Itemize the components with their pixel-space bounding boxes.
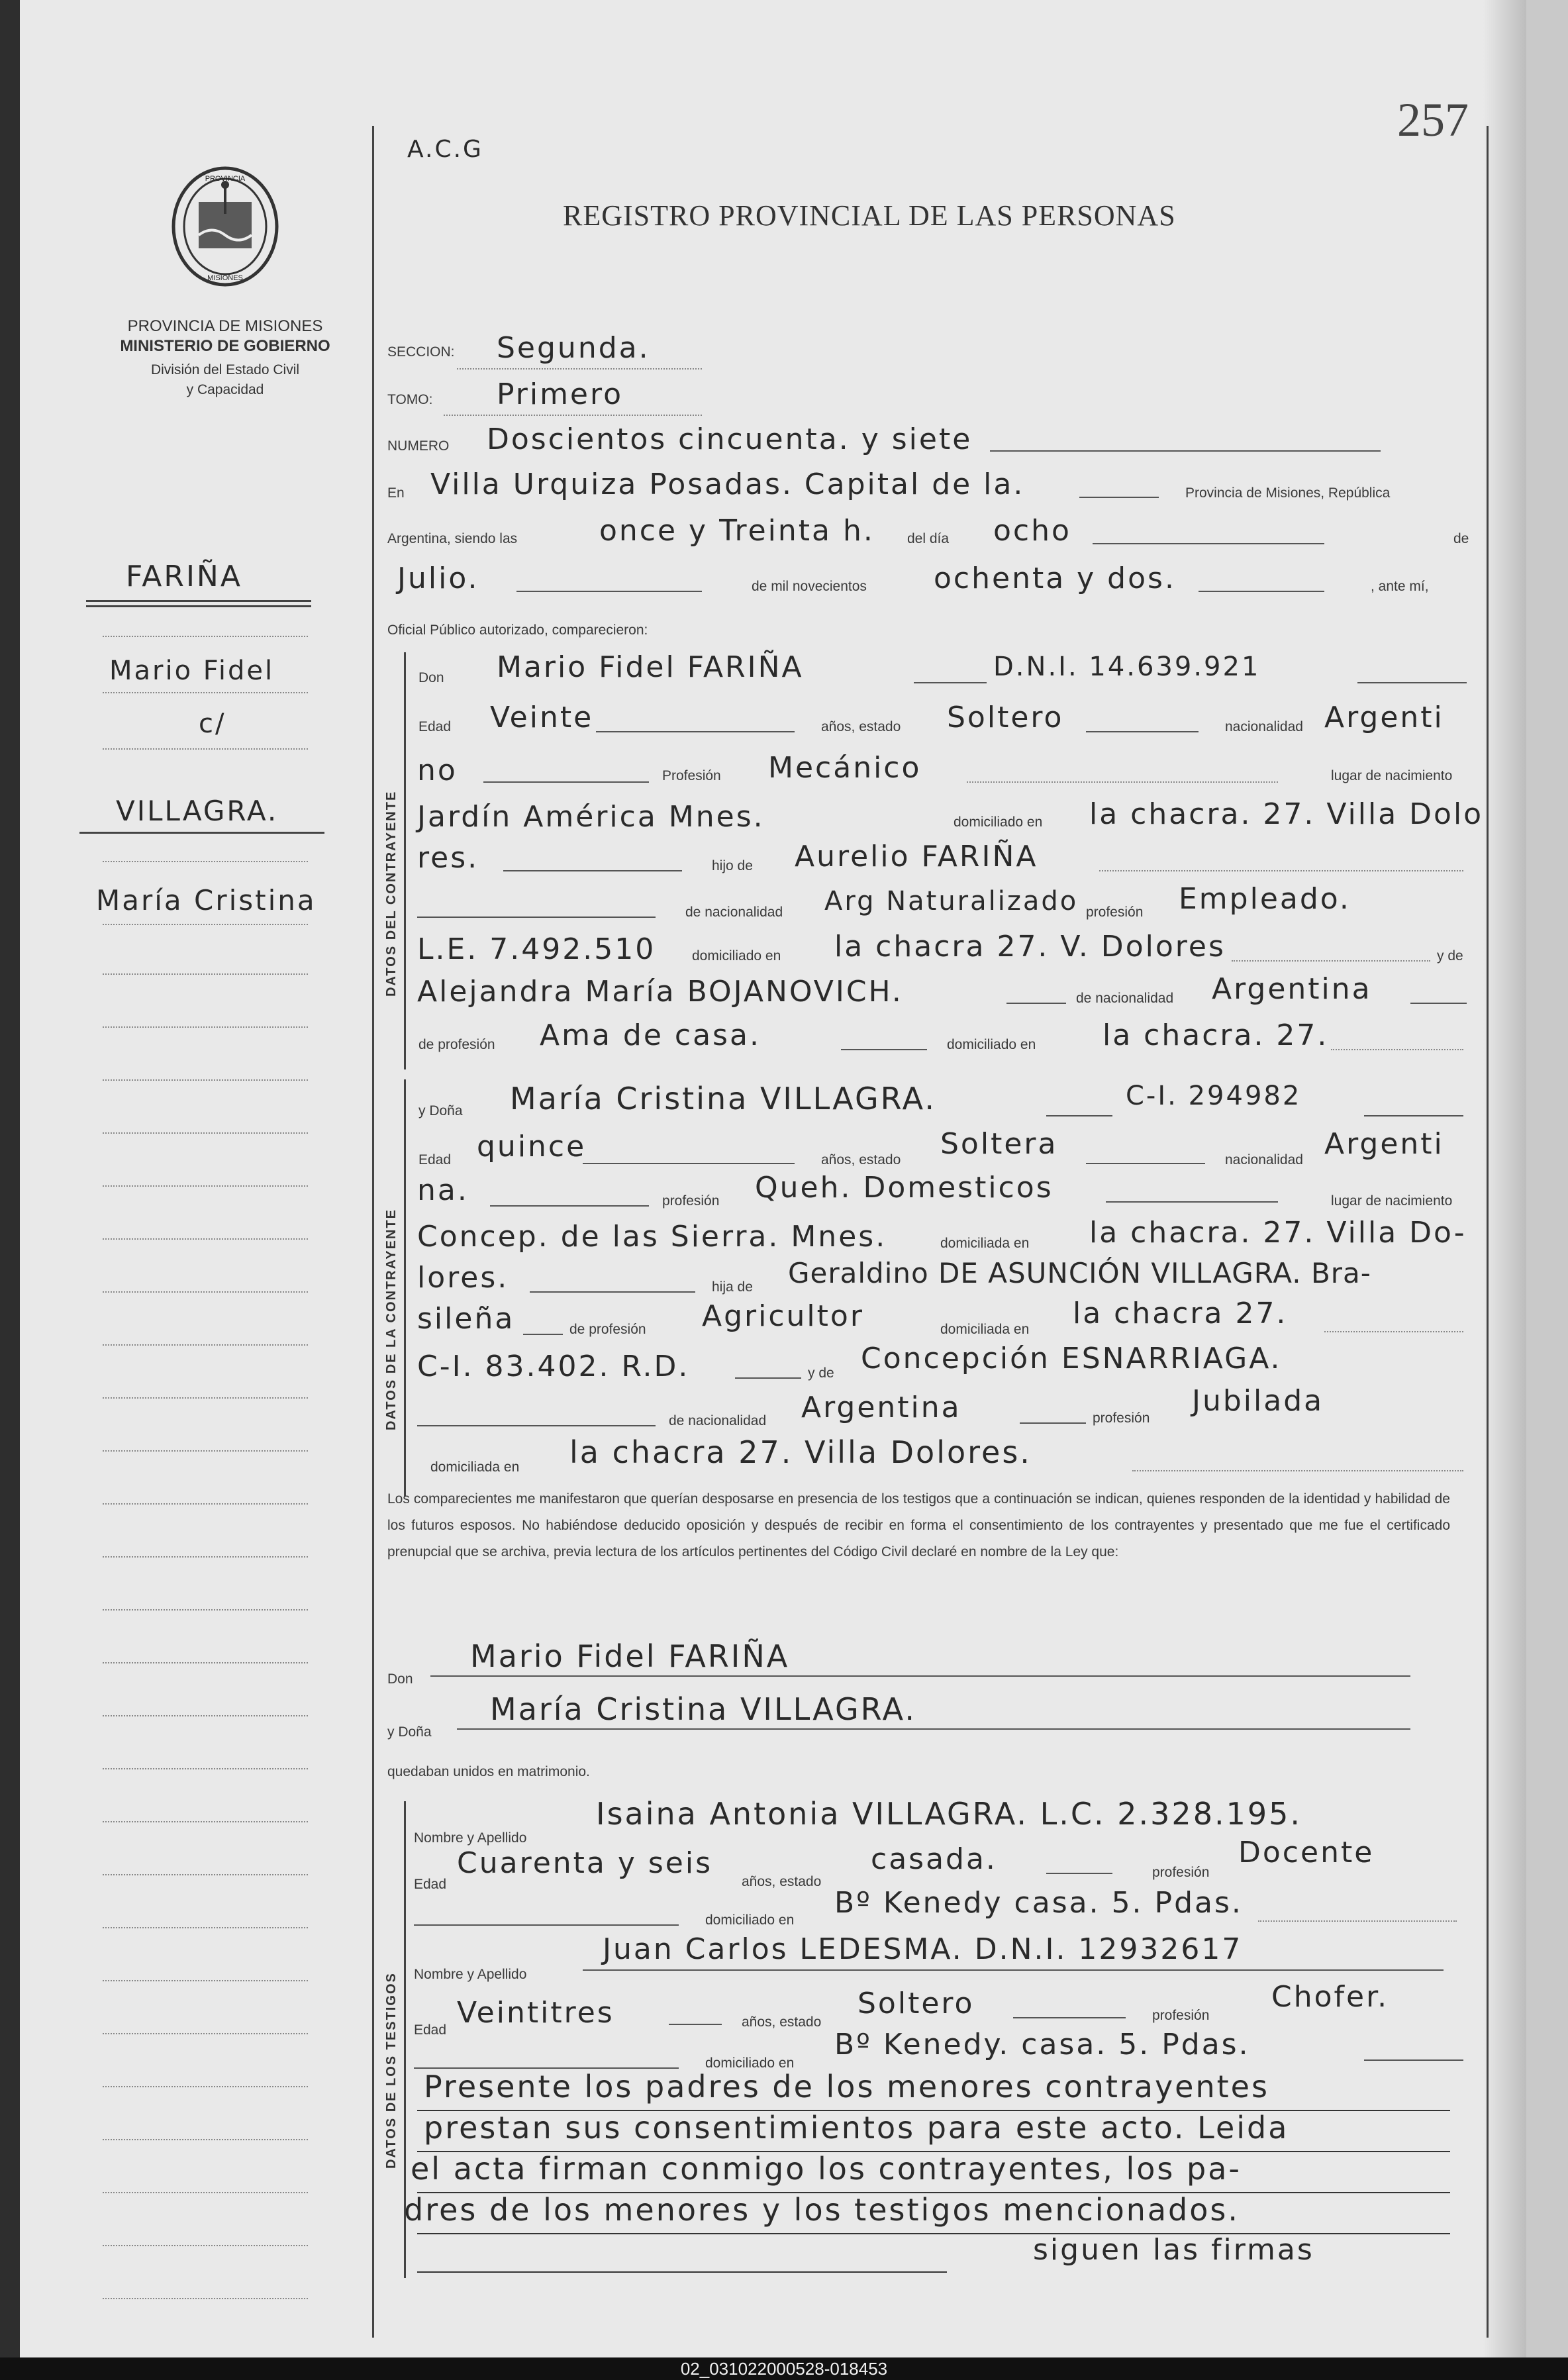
groom-lugar: Jardín América Mnes. <box>417 800 765 834</box>
de-mil-label: de mil novecientos <box>752 579 867 594</box>
witness-section-label: DATOS DE LOS TESTIGOS <box>384 1972 399 2169</box>
w1-name-label: Nombre y Apellido <box>414 1830 527 1846</box>
w1-edad-label: Edad <box>414 1877 447 1892</box>
scan-footer-id: 02_031022000528-018453 <box>0 2357 1568 2380</box>
province-name: PROVINCIA DE MISIONES <box>127 317 323 335</box>
bride-estado: Soltera <box>940 1127 1058 1161</box>
groom-father-nac: Arg Naturalizado <box>824 886 1079 917</box>
bride-mother-dom-label: domiciliada en <box>430 1460 520 1475</box>
bride-edad-label: Edad <box>418 1152 452 1167</box>
groom-mother-nac-label: de nacionalidad <box>1076 991 1174 1006</box>
groom-section-rule <box>404 652 406 1069</box>
quedaban-label: quedaban unidos en matrimonio. <box>387 1764 590 1779</box>
bride-father-dom: la chacra 27. <box>1073 1297 1288 1330</box>
decl-dona-label: y Doña <box>387 1724 432 1740</box>
clerk-initials: A.C.G <box>407 136 483 163</box>
w2-prof-label: profesión <box>1152 2008 1210 2023</box>
ante-mi-label: , ante mí, <box>1371 579 1429 594</box>
groom-hijo-label: hijo de <box>712 858 753 873</box>
bride-mother: Concepción ESNARRIAGA. <box>861 1342 1282 1375</box>
bride-name: María Cristina VILLAGRA. <box>510 1081 936 1116</box>
bride-father-prof-label: de profesión <box>569 1322 646 1337</box>
groom-mother-prof-label: de profesión <box>418 1037 495 1052</box>
margin-underline-3 <box>79 832 324 834</box>
svg-text:MISIONES: MISIONES <box>207 274 243 282</box>
provincia-label: Provincia de Misiones, República <box>1185 485 1391 501</box>
register-title: REGISTRO PROVINCIAL DE LAS PERSONAS <box>563 199 1176 232</box>
w1-estado: casada. <box>871 1842 997 1876</box>
bride-section-label: DATOS DE LA CONTRAYENTE <box>384 1209 399 1430</box>
groom-mother-dom: la chacra. 27. <box>1102 1018 1329 1052</box>
del-dia-label: del día <box>907 531 950 546</box>
seccion-label: SECCION: <box>387 344 455 360</box>
w1-name: Isaina Antonia VILLAGRA. L.C. 2.328.195. <box>596 1796 1302 1832</box>
groom-name: Mario Fidel FARIÑA <box>497 650 804 684</box>
bride-y-de-label: y de <box>808 1365 834 1381</box>
next-page-edge <box>1523 0 1568 2357</box>
anio-value: ochenta y dos. <box>934 562 1176 595</box>
note-line-4: dres de los menores y los testigos mencionados. <box>404 2192 1240 2228</box>
bride-nac-2: na. <box>417 1173 469 1207</box>
w1-estado-label: años, estado <box>742 1874 822 1889</box>
hora-value: once y Treinta h. <box>599 514 875 548</box>
w1-domicilio: Bº Kenedy casa. 5. Pdas. <box>834 1886 1243 1920</box>
w2-profesion: Chofer. <box>1271 1980 1389 2014</box>
margin-underline-1 <box>86 600 311 602</box>
groom-estado-label: años, estado <box>821 719 901 734</box>
ministry-name: MINISTERIO DE GOBIERNO <box>120 337 330 355</box>
groom-father-dom-label: domiciliado en <box>692 948 781 964</box>
en-label: En <box>387 485 405 501</box>
lugar-value: Villa Urquiza Posadas. Capital de la. <box>430 468 1025 501</box>
division-line-1: División del Estado Civil <box>150 362 300 377</box>
left-margin-rule <box>372 126 374 2338</box>
groom-mother-nac: Argentina <box>1212 972 1372 1006</box>
note-line-1: Presente los padres de los menores contrayentes <box>424 2069 1269 2105</box>
groom-nac-label: nacionalidad <box>1225 719 1303 734</box>
bride-father-dom-label: domiciliada en <box>940 1322 1030 1337</box>
w2-edad: Veintitres <box>457 1996 614 2030</box>
decl-don-label: Don <box>387 1671 413 1687</box>
bride-lugar-label: lugar de nacimiento <box>1331 1193 1453 1209</box>
margin-groom-surname: FARIÑA <box>126 560 242 593</box>
bride-estado-label: años, estado <box>821 1152 901 1167</box>
w2-name: Juan Carlos LEDESMA. D.N.I. 12932617 <box>603 1932 1243 1966</box>
w1-profesion: Docente <box>1238 1836 1375 1869</box>
bride-prof-label: profesión <box>662 1193 720 1209</box>
page-number: 257 <box>1397 93 1469 146</box>
bride-mother-nac: Argentina <box>801 1391 961 1424</box>
groom-section-label: DATOS DEL CONTRAYENTE <box>384 790 399 997</box>
bride-mother-dom: la chacra 27. Villa Dolores. <box>569 1434 1032 1470</box>
groom-dni: D.N.I. 14.639.921 <box>993 652 1261 682</box>
decl-don: Mario Fidel FARIÑA <box>470 1638 790 1674</box>
tomo-value: Primero <box>497 377 624 411</box>
division-line-2: y Capacidad <box>186 382 264 397</box>
groom-nac-2: no <box>417 754 458 787</box>
de-label: de <box>1453 531 1469 546</box>
groom-father: Aurelio FARIÑA <box>795 840 1038 873</box>
province-seal-icon <box>164 162 287 291</box>
w1-dom-label: domiciliado en <box>705 1912 795 1928</box>
bride-dona-label: y Doña <box>418 1103 463 1118</box>
w1-prof-label: profesión <box>1152 1865 1210 1880</box>
groom-don-label: Don <box>418 670 444 685</box>
bride-domicilio-2: lores. <box>417 1261 509 1295</box>
groom-nac-1: Argenti <box>1324 701 1444 734</box>
bride-hija-label: hija de <box>712 1279 753 1295</box>
bride-domic-label: domiciliada en <box>940 1236 1030 1251</box>
groom-father-doc: L.E. 7.492.510 <box>417 932 656 966</box>
margin-connector: c/ <box>199 709 226 739</box>
oficial-label: Oficial Público autorizado, comparecieron: <box>387 622 648 638</box>
margin-underline-2 <box>86 605 311 607</box>
w2-name-label: Nombre y Apellido <box>414 1967 527 1982</box>
groom-domic-label: domiciliado en <box>954 815 1043 830</box>
bride-nac-1: Argenti <box>1324 1127 1444 1161</box>
bride-edad: quince <box>477 1130 587 1164</box>
margin-groom-names: Mario Fidel <box>109 656 275 686</box>
mes-value: Julio. <box>397 562 479 595</box>
groom-domicilio-2: res. <box>417 841 479 875</box>
groom-father-prof-label: profesión <box>1086 905 1144 920</box>
bride-father: Geraldino DE ASUNCIÓN VILLAGRA. Bra- <box>788 1257 1371 1289</box>
bride-mother-prof-label: profesión <box>1093 1411 1150 1426</box>
numero-label: NUMERO <box>387 438 450 454</box>
groom-mother-prof: Ama de casa. <box>540 1018 761 1052</box>
groom-edad: Veinte <box>490 701 594 734</box>
w1-edad: Cuarenta y seis <box>457 1846 713 1880</box>
groom-father-prof: Empleado. <box>1179 882 1351 916</box>
margin-bride-names: María Cristina <box>96 884 317 917</box>
groom-lugar-label: lugar de nacimiento <box>1331 768 1453 783</box>
groom-father-dom: la chacra 27. V. Dolores <box>834 930 1226 964</box>
w2-edad-label: Edad <box>414 2022 447 2038</box>
seccion-value: Segunda. <box>497 331 650 365</box>
bride-section-rule <box>404 1079 406 1497</box>
margin-bride-surname: VILLAGRA. <box>116 795 279 827</box>
bride-lugar: Concep. de las Sierra. Mnes. <box>417 1220 887 1254</box>
w2-domicilio: Bº Kenedy. casa. 5. Pdas. <box>834 2028 1250 2061</box>
svg-text:PROVINCIA: PROVINCIA <box>205 175 246 183</box>
page-shadow <box>1483 0 1526 2357</box>
groom-prof-label: Profesión <box>662 768 721 783</box>
note-line-5: siguen las firmas <box>1033 2233 1314 2267</box>
groom-mother-dom-label: domiciliado en <box>947 1037 1036 1052</box>
w2-estado-label: años, estado <box>742 2014 822 2030</box>
groom-y-de-label: y de <box>1437 948 1463 964</box>
groom-profesion: Mecánico <box>768 751 922 785</box>
bride-nac-label: nacionalidad <box>1225 1152 1303 1167</box>
declaration-paragraph: Los comparecientes me manifestaron que querían desposarse en presencia de los testigos que a continuación se indican, quienes responden de la identidad y habilidad de los futuros esposos. No habiéndose deducido oposición y después de recibir en forma el consentimiento de los contrayentes y presentado que me fue el certificado prenupcial que se archiva, previa lectura de los artículos pertinentes del Código Civil declaré en nombre de la Ley que: <box>387 1491 1450 1560</box>
numero-value: Doscientos cincuenta. y siete <box>487 422 973 456</box>
groom-father-nac-label: de nacionalidad <box>685 905 783 920</box>
note-line-3: el acta firman conmigo los contrayentes, los pa- <box>411 2151 1242 2187</box>
w2-estado: Soltero <box>858 1987 975 2020</box>
bride-domicilio-1: la chacra. 27. Villa Do- <box>1089 1216 1467 1250</box>
siendo-label: Argentina, siendo las <box>387 531 518 546</box>
bride-profesion: Queh. Domesticos <box>755 1171 1054 1205</box>
bride-doc: C-I. 294982 <box>1126 1081 1302 1111</box>
bride-mother-prof: Jubilada <box>1192 1384 1324 1418</box>
groom-estado: Soltero <box>947 701 1064 734</box>
dia-value: ocho <box>993 514 1071 548</box>
tomo-label: TOMO: <box>387 392 433 407</box>
groom-edad-label: Edad <box>418 719 452 734</box>
note-line-2: prestan sus consentimientos para este acto. Leida <box>424 2110 1289 2146</box>
bride-father-nac: sileña <box>417 1302 515 1336</box>
groom-domicilio-1: la chacra. 27. Villa Dolo <box>1089 797 1484 831</box>
w2-dom-label: domiciliado en <box>705 2056 795 2071</box>
right-margin-rule <box>1487 126 1489 2338</box>
bride-mother-nac-label: de nacionalidad <box>669 1413 767 1428</box>
bride-father-prof: Agricultor <box>702 1299 864 1333</box>
decl-dona: María Cristina VILLAGRA. <box>490 1691 916 1727</box>
bride-father-doc: C-I. 83.402. R.D. <box>417 1350 690 1383</box>
groom-mother: Alejandra María BOJANOVICH. <box>417 975 903 1009</box>
